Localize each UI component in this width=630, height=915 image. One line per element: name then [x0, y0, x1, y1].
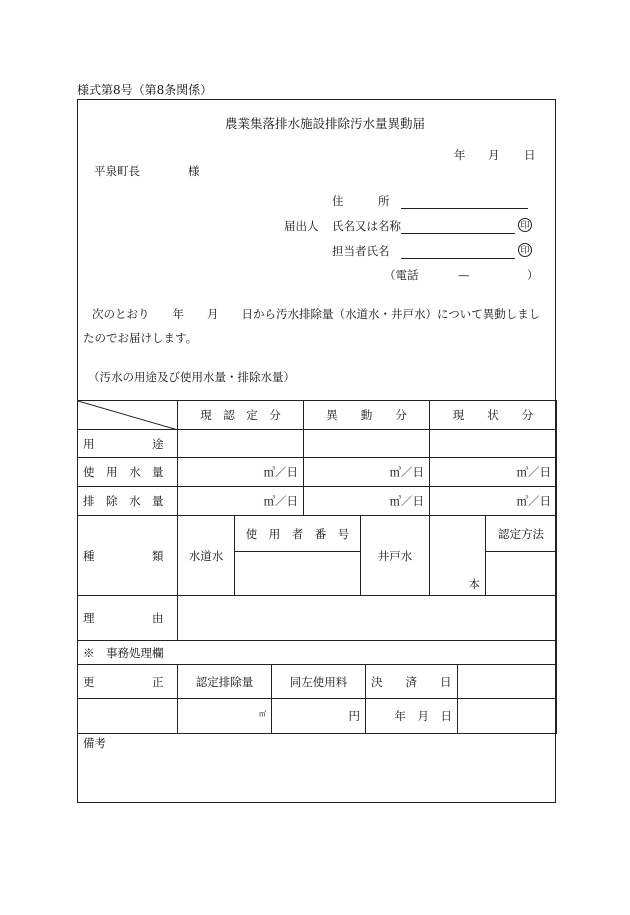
row-label-usage-volume: 使 用 水 量 — [78, 458, 178, 487]
table-row-type-top — [78, 516, 557, 552]
office-header: ※ 事務処理欄 — [78, 641, 557, 665]
yen-unit: 円 — [348, 709, 360, 723]
cell-reason[interactable] — [178, 596, 557, 641]
diagonal-header-cell — [78, 401, 178, 430]
unit-m3: ㎥ — [389, 494, 401, 508]
correction-value[interactable] — [78, 699, 178, 734]
date-month: 月 — [488, 148, 500, 162]
unit-m3: ㎥ — [263, 494, 275, 508]
date-day: 日 — [524, 148, 536, 162]
date-day: 日 — [440, 709, 452, 723]
form-title: 農業集落排水施設排除汚水量異動届 — [225, 116, 426, 131]
cell-use-change[interactable] — [304, 430, 430, 458]
unit-per-day: ／日 — [275, 494, 298, 508]
form-number-label: 様式第8号（第8条関係） — [77, 83, 213, 97]
cell-use-certified[interactable] — [178, 430, 304, 458]
unit-per-day: ／日 — [401, 465, 424, 479]
cell-usage-certified[interactable] — [178, 458, 304, 487]
certified-discharge-label: 認定排除量 — [178, 665, 272, 699]
address-label: 住 所 — [332, 194, 390, 208]
water-volume-table — [77, 400, 557, 665]
unit-per-day: ／日 — [528, 465, 551, 479]
col-current-certified: 現 認 定 分 — [178, 401, 304, 430]
date-month: 月 — [417, 709, 429, 723]
user-number-boxes — [235, 552, 361, 596]
unit-per-day: ／日 — [275, 465, 298, 479]
addressee-honorific: 様 — [188, 164, 200, 178]
table-row-usage-volume — [78, 458, 557, 487]
unit-per-day: ／日 — [401, 494, 424, 508]
table-header-row — [78, 401, 557, 430]
statement-line-1: 次のとおり 年 月 日から汚水排除量（水道水・井戸水）について異動しまし — [92, 307, 541, 321]
date-year: 年 — [454, 148, 466, 162]
cell-use-current[interactable] — [430, 430, 557, 458]
office-header-row — [78, 641, 557, 665]
office-row-values — [78, 699, 557, 734]
same-left-fee-label: 同左使用料 — [272, 665, 366, 699]
cert-method-value[interactable] — [486, 552, 557, 596]
cell-discharge-change[interactable] — [304, 487, 430, 516]
phone-label: （電話 — [384, 268, 419, 282]
table-row-discharge-volume — [78, 487, 557, 516]
unit-per-day: ／日 — [528, 494, 551, 508]
certified-discharge-value[interactable] — [178, 699, 272, 734]
correction-label: 更 正 — [78, 665, 178, 699]
phone-close: ） — [527, 268, 539, 282]
count-unit: 本 — [468, 577, 480, 591]
diagonal-line — [78, 401, 178, 430]
applicant-role-label: 届出人 — [284, 219, 319, 233]
cell-usage-change[interactable] — [304, 458, 430, 487]
contact-label: 担当者氏名 — [332, 244, 390, 258]
table-row-use — [78, 430, 557, 458]
col-current-state: 現 状 分 — [430, 401, 557, 430]
address-field[interactable] — [401, 208, 528, 209]
row-label-use: 用 途 — [78, 430, 178, 458]
decided-date-label: 決 済 日 — [366, 665, 458, 699]
remarks-label: 備考 — [83, 736, 106, 750]
user-number-header: 使 用 者 番 号 — [235, 516, 361, 552]
unit-m3: ㎥ — [389, 465, 401, 479]
fee-value[interactable] — [272, 699, 366, 734]
office-empty-value[interactable] — [458, 699, 557, 734]
office-table — [77, 664, 557, 734]
table-row-reason — [78, 596, 557, 641]
unit-m3: ㎥ — [259, 709, 266, 718]
decided-date-value[interactable] — [366, 699, 458, 734]
date-year: 年 — [394, 709, 406, 723]
well-water-label: 井戸水 — [361, 516, 430, 596]
phone-dash: — — [458, 268, 470, 282]
addressee-name: 平泉町長 — [94, 164, 140, 178]
unit-m3: ㎥ — [263, 465, 275, 479]
name-label: 氏名又は名称 — [332, 219, 401, 233]
cell-discharge-certified[interactable] — [178, 487, 304, 516]
seal-mark-contact: 印 — [518, 243, 532, 257]
statement-line-2: たのでお届けします。 — [83, 331, 198, 345]
unit-m3: ㎥ — [516, 465, 528, 479]
unit-m3: ㎥ — [516, 494, 528, 508]
well-count-cell[interactable] — [430, 516, 486, 596]
cert-method-header: 認定方法 — [486, 516, 557, 552]
row-label-reason: 理 由 — [78, 596, 178, 641]
row-label-discharge-volume: 排 除 水 量 — [78, 487, 178, 516]
cell-discharge-current[interactable] — [430, 487, 557, 516]
tap-water-label: 水道水 — [178, 516, 235, 596]
name-field[interactable] — [401, 233, 515, 234]
col-change: 異 動 分 — [304, 401, 430, 430]
office-empty-cell[interactable] — [458, 665, 557, 699]
cell-usage-current[interactable] — [430, 458, 557, 487]
contact-field[interactable] — [401, 258, 515, 259]
seal-mark-name: 印 — [518, 218, 532, 232]
row-label-type: 種 類 — [78, 516, 178, 596]
office-row-labels — [78, 665, 557, 699]
table-caption: （汚水の用途及び使用水量・排除水量） — [88, 370, 295, 384]
